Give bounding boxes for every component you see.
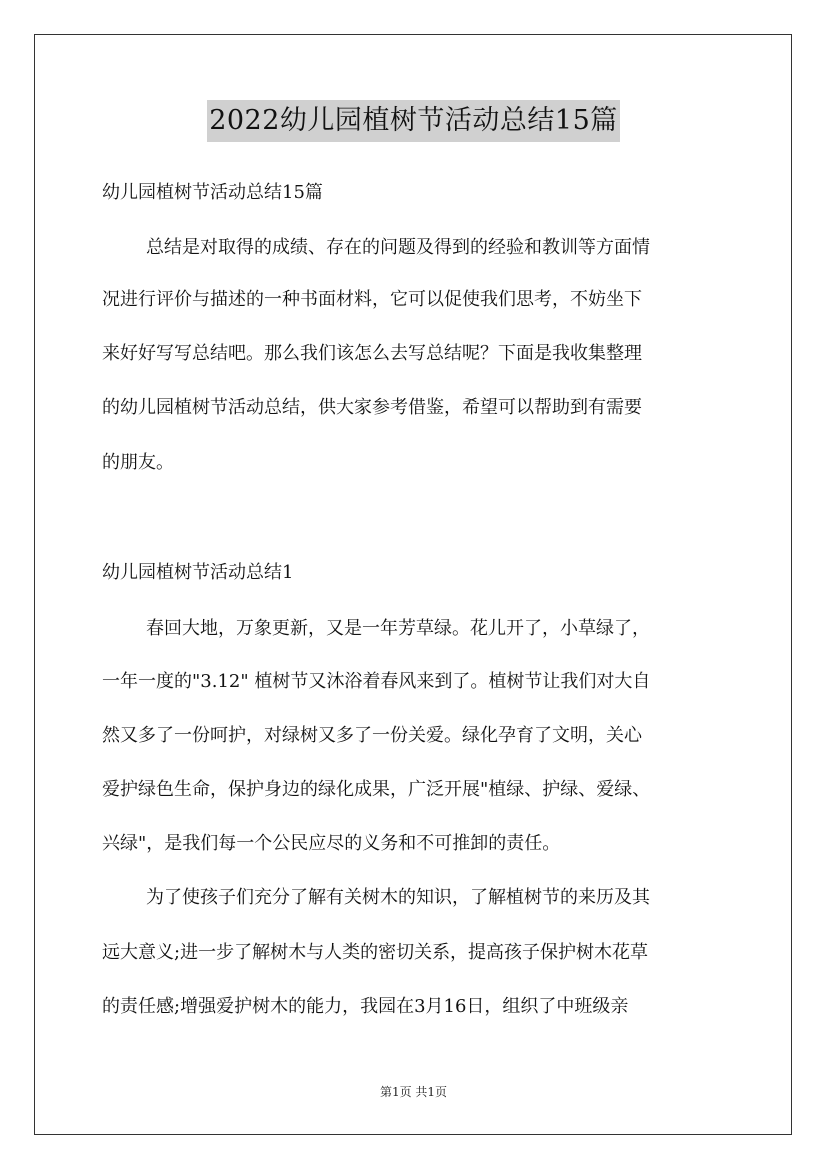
paragraph-line: 爱护绿色生命，保护身边的绿化成果，广泛开展"植绿、护绿、爱绿、 (102, 779, 651, 800)
page-footer (0, 1084, 827, 1100)
document-title: 2022幼儿园植树节活动总结15篇 (207, 100, 620, 142)
paragraph-line: 春回大地，万象更新，又是一年芳草绿。花儿开了，小草绿了， (146, 618, 650, 639)
intro-line: 况进行评价与描述的一种书面材料，它可以促使我们思考，不妨坐下 (102, 289, 642, 310)
paragraph-line: 然又多了一份呵护，对绿树又多了一份关爱。绿化孕育了文明，关心 (102, 725, 642, 746)
intro-line: 总结是对取得的成绩、存在的问题及得到的经验和教训等方面情 (146, 237, 650, 258)
paragraph-line: 一年一度的"3.12" 植树节又沐浴着春风来到了。植树节让我们对大自 (102, 671, 651, 692)
paragraph-line: 远大意义;进一步了解树木与人类的密切关系，提高孩子保护树木花草 (102, 942, 649, 963)
paragraph-line: 兴绿"，是我们每一个公民应尽的义务和不可推卸的责任。 (102, 833, 561, 854)
intro-line: 的幼儿园植树节活动总结，供大家参考借鉴，希望可以帮助到有需要 (102, 397, 642, 418)
page-number: 第1页 共1页 (379, 1085, 448, 1099)
title-wrap (0, 100, 827, 142)
intro-line: 来好好写写总结吧。那么我们该怎么去写总结呢？下面是我收集整理 (102, 343, 642, 364)
paragraph-line: 为了使孩子们充分了解有关树木的知识，了解植树节的来历及其 (146, 887, 650, 908)
section-heading: 幼儿园植树节活动总结1 (102, 562, 294, 583)
paragraph-line: 的责任感;增强爱护树木的能力，我园在3月16日，组织了中班级亲 (102, 996, 629, 1017)
document-subtitle: 幼儿园植树节活动总结15篇 (102, 182, 323, 203)
intro-line: 的朋友。 (102, 452, 174, 473)
